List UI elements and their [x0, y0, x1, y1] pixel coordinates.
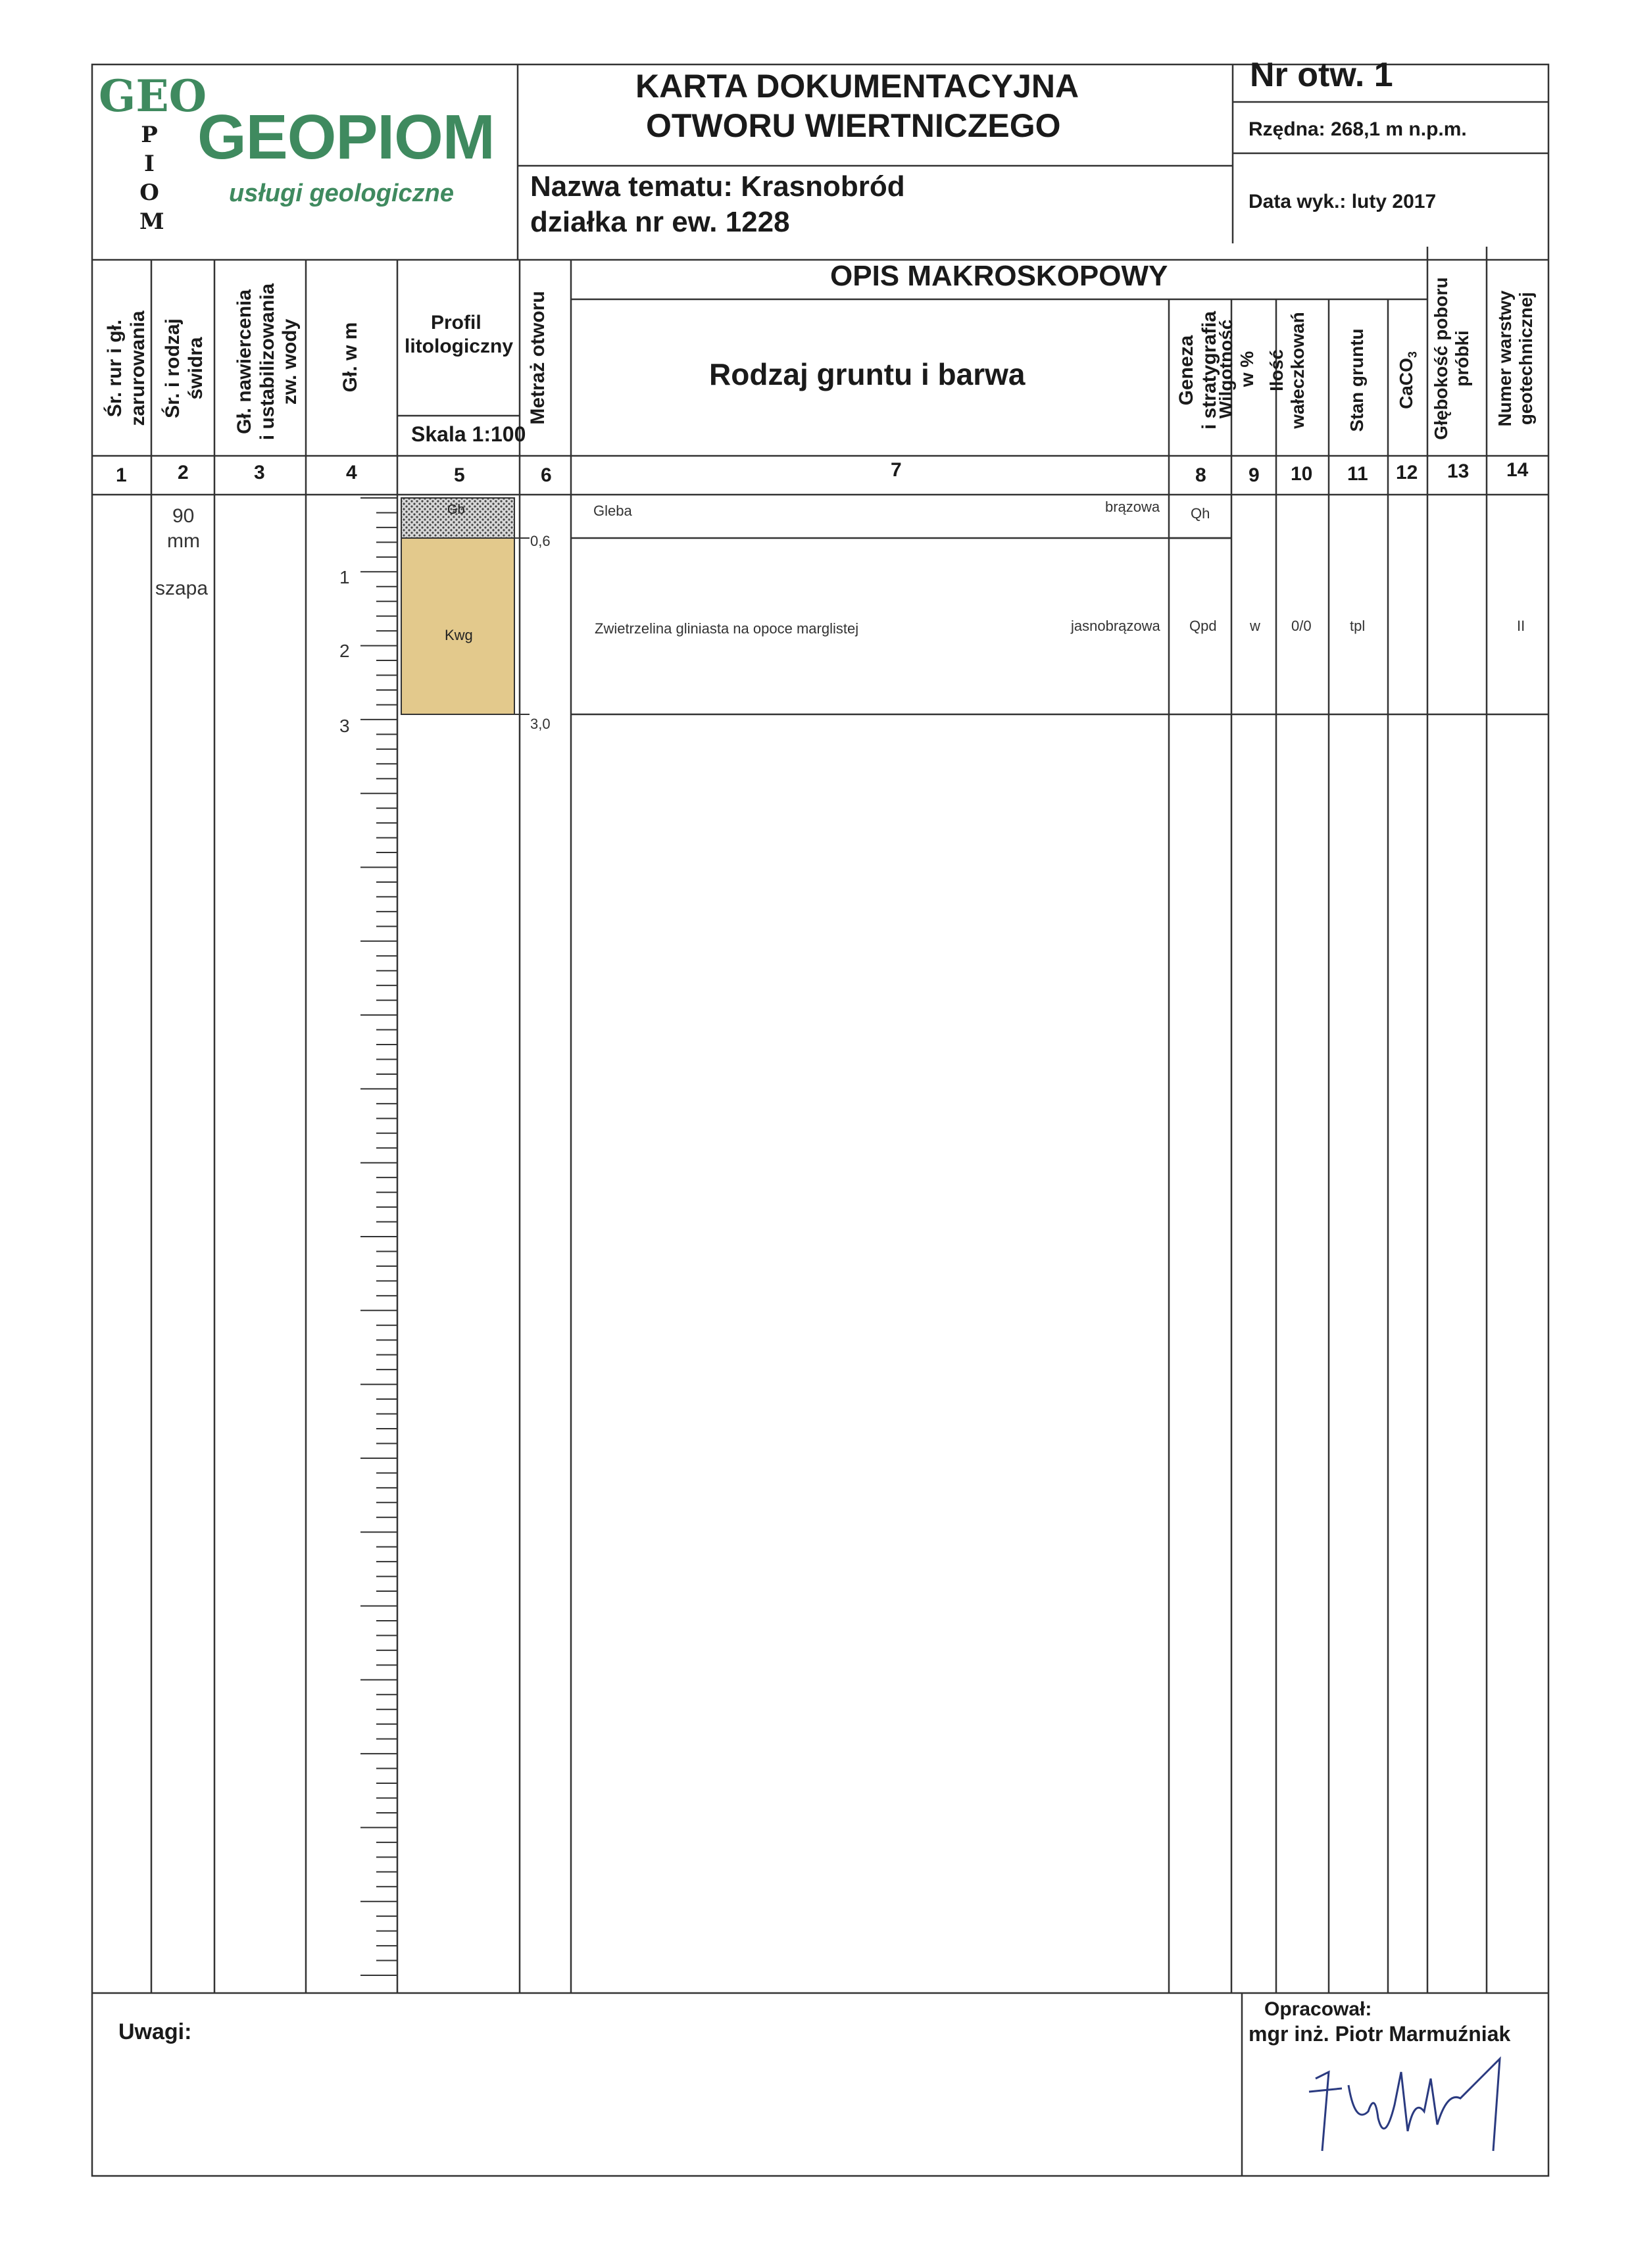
col-number: 12 [1396, 462, 1418, 483]
col9-header: Wilgotność w % [1216, 319, 1258, 419]
logo [99, 69, 513, 253]
col-number: 3 [254, 462, 265, 483]
layer-genesis: Qpd [1189, 618, 1217, 634]
layer-state: tpl [1350, 618, 1366, 634]
author-name: mgr inż. Piotr Marmuźniak [1249, 2022, 1511, 2046]
layer-genesis: Qh [1191, 505, 1210, 522]
col11-header: Stan gruntu [1347, 328, 1367, 432]
doc-title-line2: OTWORU WIERTNICZEGO [646, 107, 1061, 144]
col-number: 7 [891, 459, 902, 481]
depth-label: 2 [339, 641, 350, 661]
hole-number: Nr otw. 1 [1250, 56, 1393, 94]
logo-geo-letters: GEO [99, 70, 207, 122]
plot-number: działka nr ew. 1228 [530, 206, 790, 238]
layer-bottom-depth: 0,6 [530, 533, 551, 549]
col14-header: Numer warstwy geotechnicznej [1495, 290, 1537, 427]
layer-number: II [1517, 618, 1525, 634]
drill-diameter: 90 [172, 505, 195, 527]
logo-vertical-text [139, 120, 164, 236]
layer-code: Gb [447, 503, 465, 517]
col4-header: Gł. w m [339, 322, 361, 393]
col12-header: CaCO$_3$ [1396, 351, 1420, 409]
col8-header: Geneza i stratygrafia [1175, 310, 1220, 430]
layer-name: Gleba [593, 503, 632, 519]
logo-vertical-letters: PIOM [139, 122, 164, 235]
col13-header: Głębokość poboru próbki [1431, 277, 1473, 440]
drill-unit: mm [167, 530, 200, 552]
doc-title-line1: KARTA DOKUMENTACYJNA [635, 68, 1079, 105]
macro-description-header: OPIS MAKROSKOPOWY [830, 260, 1168, 292]
drill-type: szapa [155, 578, 209, 599]
company-name: GEOPIOM [197, 102, 495, 172]
elevation: Rzędna: 268,1 m n.p.m. [1249, 118, 1467, 140]
col-number: 2 [178, 462, 189, 483]
col-number: 9 [1249, 464, 1260, 486]
layer-moisture: w [1250, 618, 1260, 634]
col10-header: Ilość wałeczkowań [1266, 312, 1308, 429]
col-number: 14 [1506, 459, 1529, 481]
col5-header-l1: Profil [431, 312, 482, 333]
col-number: 1 [116, 464, 127, 486]
signature [1302, 2033, 1526, 2164]
col-number: 4 [346, 462, 357, 483]
col-number: 11 [1347, 463, 1368, 485]
col-number: 5 [454, 464, 465, 486]
layer-rolls: 0/0 [1291, 618, 1312, 634]
layer-color: brązowa [1105, 499, 1160, 515]
col3-header: Gł. nawiercenia i ustabilizowania zw. wody [234, 283, 301, 441]
prepared-by-label: Opracował: [1264, 1998, 1372, 2020]
execution-date: Data wyk.: luty 2017 [1249, 191, 1437, 212]
layer-color: jasnobrązowa [1071, 618, 1160, 634]
col5-header-l2: litologiczny [405, 335, 513, 357]
depth-label: 1 [339, 567, 350, 587]
col-number: 13 [1447, 460, 1470, 482]
col-number: 8 [1195, 464, 1206, 486]
layer-code: Kwg [445, 627, 473, 643]
scale-label: Skala 1:100 [411, 422, 526, 446]
col-number: 6 [541, 464, 552, 486]
topic-name: Nazwa tematu: Krasnobród [530, 170, 905, 203]
layer-name: Zwietrzelina gliniasta na opoce marglistej [595, 620, 859, 637]
col7-header: Rodzaj gruntu i barwa [709, 357, 1026, 391]
col-number: 10 [1291, 463, 1313, 485]
col1-header: Śr. rur i gł. zarurowania [104, 310, 149, 426]
col2-header: Śr. i rodzaj świdra [162, 318, 207, 418]
remarks-label: Uwagi: [118, 2019, 192, 2044]
layer-bottom-depth: 3,0 [530, 716, 551, 732]
col6-header: Metraż otworu [527, 291, 549, 425]
company-tagline: usługi geologiczne [229, 180, 455, 207]
depth-label: 3 [339, 716, 350, 736]
